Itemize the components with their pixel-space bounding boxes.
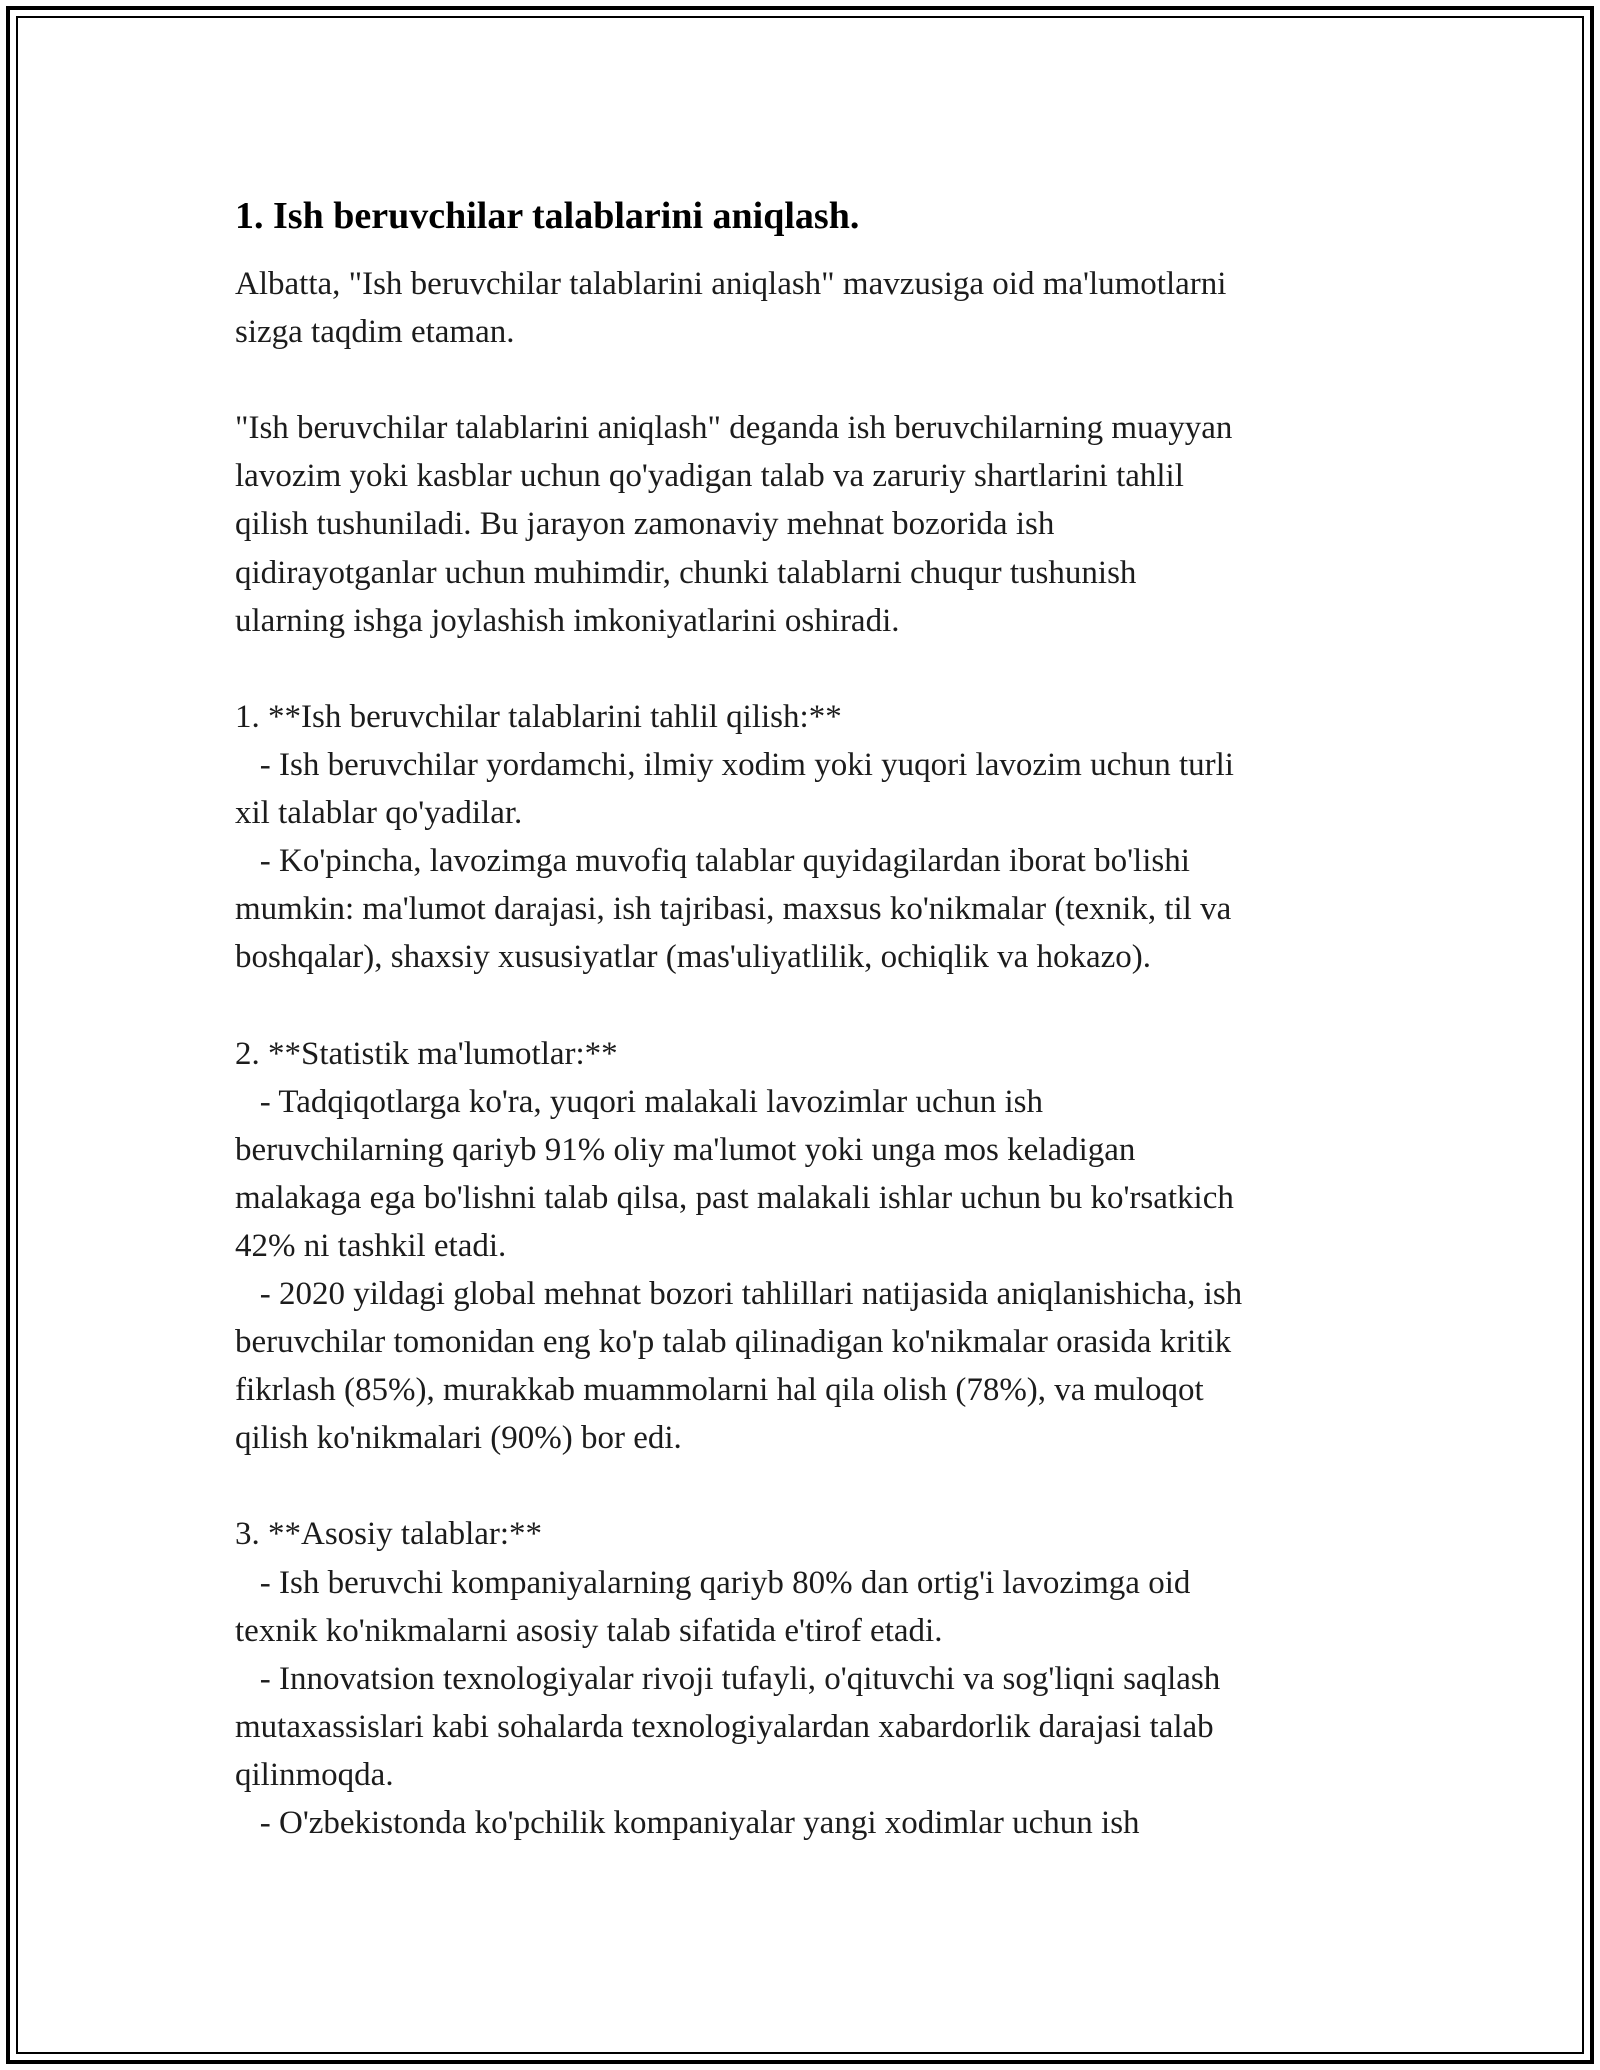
text-line: 2. **Statistik ma'lumotlar:** [235, 1035, 618, 1072]
text-line: - 2020 yildagi global mehnat bozori tahlillari natijasida aniqlanishicha, ish [235, 1275, 1243, 1312]
text-line: texnik ko'nikmalarni asosiy talab sifatida e'tirof etadi. [235, 1612, 943, 1649]
text-line: sizga taqdim etaman. [235, 314, 515, 351]
text-line: - Ish beruvchilar yordamchi, ilmiy xodim yoki yuqori lavozim uchun turli [235, 746, 1234, 783]
blank-line [235, 1462, 1365, 1510]
text-line: qilish ko'nikmalari (90%) bor edi. [235, 1420, 682, 1457]
text-line: mutaxassislari kabi sohalarda texnologiyalardan xabardorlik darajasi talab [235, 1708, 1214, 1745]
text-line: ularning ishga joylashish imkoniyatlarini oshiradi. [235, 602, 900, 639]
text-line: qilish tushuniladi. Bu jarayon zamonaviy mehnat bozorida ish [235, 506, 1055, 543]
text-line: 3. **Asosiy talablar:** [235, 1516, 543, 1553]
text-line: beruvchilar tomonidan eng ko'p talab qilinadigan ko'nikmalar orasida kritik [235, 1324, 1232, 1361]
text-line: - Innovatsion texnologiyalar rivoji tufayli, o'qituvchi va sog'liqni saqlash [235, 1660, 1221, 1697]
document-body [235, 188, 1365, 1847]
text-line: "Ish beruvchilar talablarini aniqlash" deganda ish beruvchilarning muayyan [235, 410, 1233, 447]
text-line: mumkin: ma'lumot darajasi, ish tajribasi, maxsus ko'nikmalar (texnik, til va [235, 891, 1232, 928]
blank-line [235, 645, 1365, 693]
text-line: - Ish beruvchi kompaniyalarning qariyb 80% dan ortig'i lavozimga oid [235, 1564, 1191, 1601]
text-line: 42% ni tashkil etadi. [235, 1227, 507, 1264]
blank-line [235, 981, 1365, 1029]
document-heading: 1. Ish beruvchilar talablarini aniqlash. [235, 195, 860, 237]
text-line: boshqalar), shaxsiy xususiyatlar (mas'uliyatlilik, ochiqlik va hokazo). [235, 939, 1152, 976]
text-line: qidirayotganlar uchun muhimdir, chunki talablarni chuqur tushunish [235, 554, 1137, 591]
text-line: - Tadqiqotlarga ko'ra, yuqori malakali lavozimlar uchun ish [235, 1083, 1043, 1120]
text-line: - O'zbekistonda ko'pchilik kompaniyalar yangi xodimlar uchun ish [235, 1805, 1140, 1841]
blank-line [235, 356, 1365, 404]
text-line: lavozim yoki kasblar uchun qo'yadigan talab va zaruriy shartlarini tahlil [235, 458, 1184, 495]
text-line: 1. **Ish beruvchilar talablarini tahlil qilish:** [235, 698, 842, 735]
paragraph-lines [235, 260, 1365, 1847]
text-line: qilinmoqda. [235, 1756, 394, 1793]
text-line: beruvchilarning qariyb 91% oliy ma'lumot yoki unga mos keladigan [235, 1131, 1136, 1168]
text-line: fikrlash (85%), murakkab muammolarni hal qila olish (78%), va muloqot [235, 1372, 1204, 1409]
text-line: Albatta, "Ish beruvchilar talablarini aniqlash" mavzusiga oid ma'lumotlarni [235, 266, 1227, 302]
text-line: xil talablar qo'yadilar. [235, 795, 523, 832]
text-line: malakaga ega bo'lishni talab qilsa, past malakali ishlar uchun bu ko'rsatkich [235, 1179, 1234, 1216]
text-line: - Ko'pincha, lavozimga muvofiq talablar quyidagilardan iborat bo'lishi [235, 843, 1190, 880]
